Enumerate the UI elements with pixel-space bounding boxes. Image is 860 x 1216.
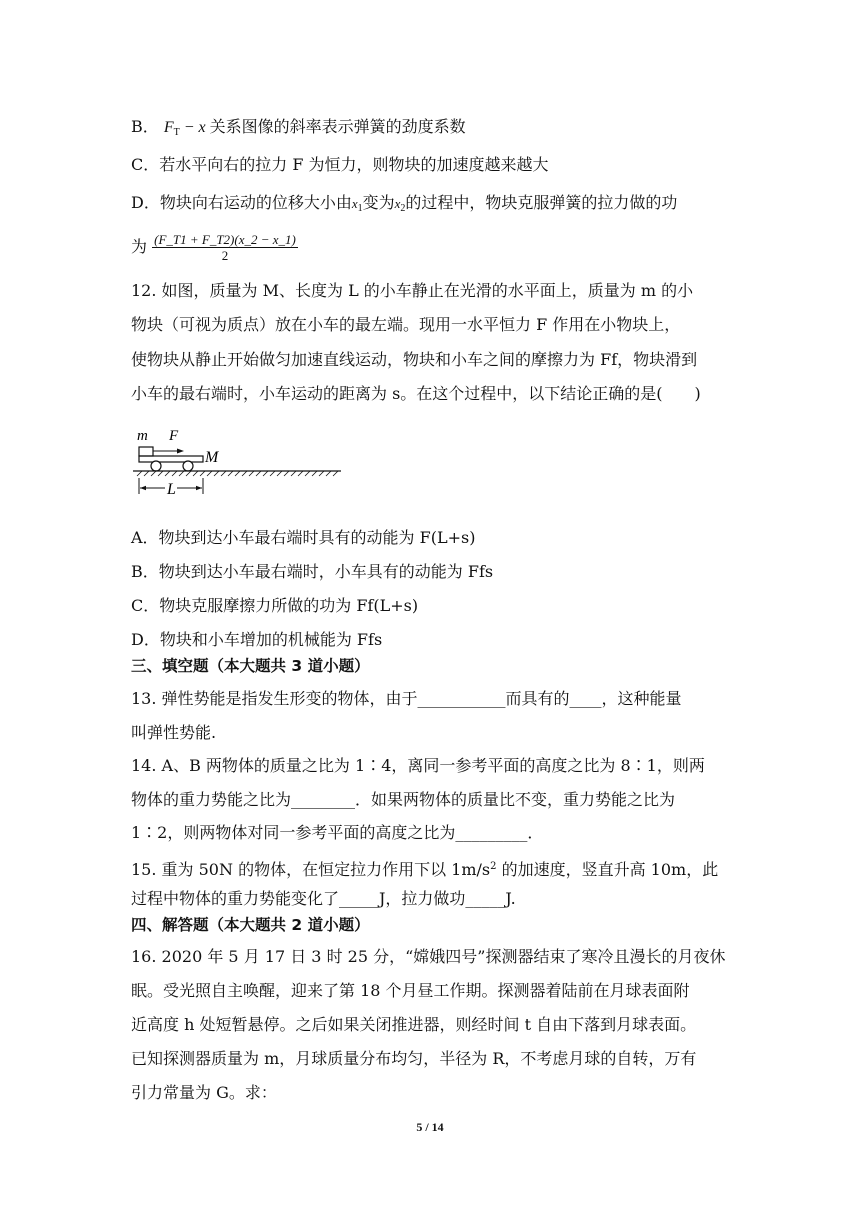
q12-stem-line-3: 使物块从静止开始做匀加速直线运动，物块和小车之间的摩擦力为 Ff，物块滑到 xyxy=(131,350,698,369)
section-3-heading: 三、填空题（本大题共 3 道小题） xyxy=(131,657,370,675)
q11-option-b-formula: $F_T - x$ xyxy=(163,119,210,138)
q12-option-b: B．物块到达小车最右端时，小车具有的动能为 Ffs xyxy=(131,562,494,581)
q12-stem-line-4: 小车的最右端时，小车运动的距离为 s。在这个过程中，以下结论正确的是( ) xyxy=(131,384,701,403)
q11-option-b: B． $F_T - x$ 关系图像的斜率表示弹簧的劲度系数 xyxy=(131,117,466,138)
page-number: 5 / 14 xyxy=(416,1120,444,1134)
q12-stem-line-1: 12. 如图，质量为 M、长度为 L 的小车静止在光滑的水平面上，质量为 m 的小 xyxy=(131,281,694,300)
q13-line-1: 13. 弹性势能是指发生形变的物体，由于___________而具有的____，这种能量 xyxy=(131,689,682,708)
cart-wheel-left xyxy=(151,461,161,471)
q16-line-5: 引力常量为 G。求： xyxy=(131,1083,277,1102)
cart-board xyxy=(139,456,203,462)
q13-line-2: 叫弹性势能. xyxy=(131,723,217,742)
q11-option-d-fraction xyxy=(152,232,298,263)
q14-line-3: 1∶2，则两物体对同一参考平面的高度之比为_________． xyxy=(131,823,544,842)
fraction-denominator: 2 xyxy=(221,248,229,263)
q16-line-3: 近高度 h 处短暂悬停。之后如果关闭推进器，则经时间 t 自由下落到月球表面。 xyxy=(131,1015,697,1034)
q12-option-c: C．物块克服摩擦力所做的功为 Ff(L+s) xyxy=(131,596,419,615)
force-arrowhead xyxy=(177,449,184,454)
q16-line-4: 已知探测器质量为 m，月球质量分布均匀，半径为 R，不考虑月球的自转，万有 xyxy=(131,1049,697,1068)
cart-wheel-right xyxy=(183,461,193,471)
dim-arrowhead-left xyxy=(140,486,146,490)
label-m: m xyxy=(137,428,148,444)
label-F: F xyxy=(169,428,179,444)
q15-line-2: 过程中物体的重力势能变化了_____J，拉力做功_____J. xyxy=(131,889,516,908)
q11-option-c: C．若水平向右的拉力 F 为恒力，则物块的加速度越来越大 xyxy=(131,155,549,174)
label-L: L xyxy=(167,481,176,498)
q14-line-1: 14. A、B 两物体的质量之比为 1∶4，离同一参考平面的高度之比为 8∶1，则两 xyxy=(131,756,705,775)
q14-line-2: 物体的重力势能之比为________．如果两物体的质量比不变，重力势能之比为 xyxy=(131,790,676,809)
q12-stem-line-2: 物块（可视为质点）放在小车的最左端。现用一水平恒力 F 作用在小物块上， xyxy=(131,315,681,334)
label-M: M xyxy=(205,449,219,466)
q12-option-a: A．物块到达小车最右端时具有的动能为 F(L+s) xyxy=(131,528,476,547)
cart-block-figure xyxy=(131,422,346,502)
q11-option-d: D．物块向右运动的位移大小由$x_1$变为$x_2$的过程中，物块克服弹簧的拉力做的功 xyxy=(131,193,678,214)
section-4-heading: 四、解答题（本大题共 2 道小题） xyxy=(131,916,370,934)
q12-option-d: D．物块和小车增加的机械能为 Ffs xyxy=(131,630,383,649)
q16-line-2: 眠。受光照自主唤醒，迎来了第 18 个月昼工作期。探测器着陆前在月球表面附 xyxy=(131,981,690,1000)
q16-line-1: 16. 2020 年 5 月 17 日 3 时 25 分，“嫦娥四号”探测器结束了寒冷且漫长的月夜休 xyxy=(131,947,726,966)
q15-line-1: 15. 重为 50N 的物体，在恒定拉力作用下以 $1m/s^2$ 的加速度，竖直升高 10m，此 xyxy=(131,860,719,879)
q11-option-d-continued: 为 $\frac{(F\_T1 + F\_T2)(x\_2 - x\_1)}{2}$ xyxy=(131,232,296,263)
block-m xyxy=(139,447,153,456)
dim-arrowhead-right xyxy=(196,486,202,490)
fraction-numerator: (F_T1 + F_T2)(x_2 − x_1) xyxy=(154,232,296,247)
ground-hatching xyxy=(137,471,338,476)
